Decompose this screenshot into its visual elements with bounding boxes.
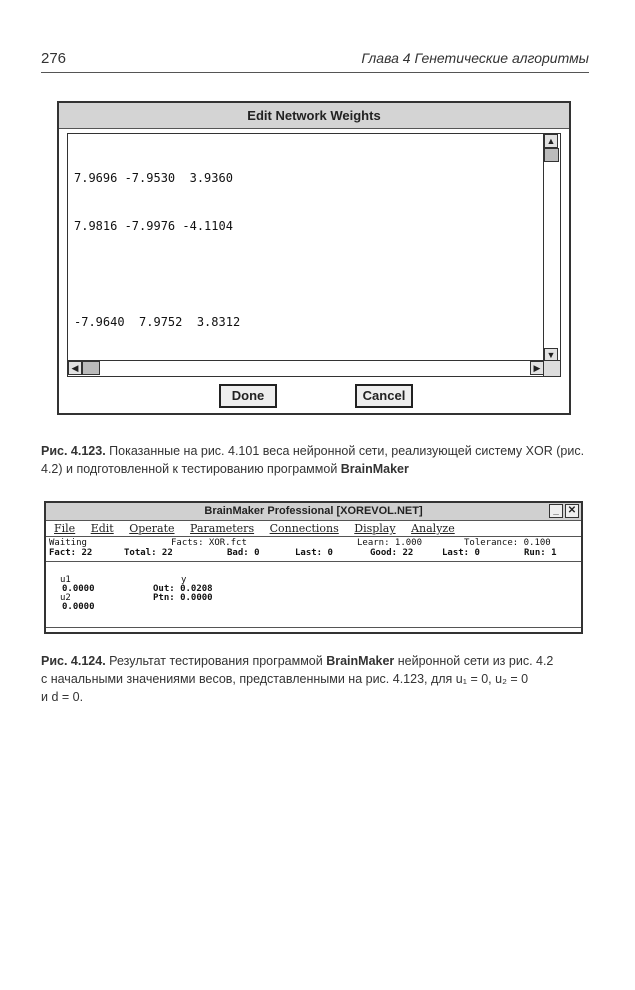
scroll-right-icon[interactable]: ▶ xyxy=(530,361,544,375)
window-title: BrainMaker Professional [XOREVOL.NET] xyxy=(204,505,423,517)
page-header xyxy=(41,50,589,72)
status-facts-file: Facts: XOR.fct xyxy=(171,538,247,548)
menu-file[interactable]: File xyxy=(54,522,76,535)
caption-app-name: BrainMaker xyxy=(340,462,409,476)
minimize-icon[interactable]: _ xyxy=(549,504,563,518)
brainmaker-window xyxy=(44,501,583,634)
weights-line: 7.9696 -7.9530 3.9360 xyxy=(74,171,233,185)
dialog-title: Edit Network Weights xyxy=(59,103,569,129)
caption-label: Рис. 4.123. xyxy=(41,444,106,458)
menu-display[interactable]: Display xyxy=(354,522,396,535)
output-out: Out: 0.0208 xyxy=(153,584,213,594)
menu-bar xyxy=(46,521,581,537)
input-u2-value: 0.0000 xyxy=(62,602,95,612)
weights-line: -7.9640 7.9752 3.8312 xyxy=(74,315,241,329)
status-bad: Bad: 0 xyxy=(227,548,260,558)
menu-parameters[interactable]: Parameters xyxy=(190,522,255,535)
status-learn: Learn: 1.000 xyxy=(357,538,423,548)
scroll-up-icon[interactable]: ▲ xyxy=(544,134,558,148)
edit-network-weights-dialog xyxy=(57,101,571,415)
status-divider xyxy=(46,561,581,562)
header-rule xyxy=(41,72,589,73)
vertical-scroll-thumb[interactable] xyxy=(544,148,559,162)
figure-caption-4-123 xyxy=(41,442,589,478)
caption-text: Результат тестирования программой xyxy=(105,654,327,668)
menu-operate[interactable]: Operate xyxy=(129,522,175,535)
status-area xyxy=(46,537,581,611)
caption-app-name: BrainMaker xyxy=(326,654,395,668)
weights-line: 7.9816 -7.9976 -4.1104 xyxy=(74,219,233,233)
weights-line xyxy=(74,266,240,282)
input-u1-label: u1 xyxy=(60,575,71,585)
weights-textarea[interactable] xyxy=(67,133,561,377)
done-button[interactable]: Done xyxy=(219,384,277,408)
page-number: 276 xyxy=(41,50,67,67)
status-tolerance: Tolerance: 0.100 xyxy=(464,538,551,548)
figure-caption-4-124 xyxy=(41,652,589,706)
window-bottom-rule xyxy=(46,627,581,628)
cancel-button[interactable]: Cancel xyxy=(355,384,413,408)
input-u2-label: u2 xyxy=(60,593,71,603)
caption-line: и d = 0. xyxy=(41,690,84,704)
horizontal-scrollbar[interactable] xyxy=(68,360,544,376)
menu-analyze[interactable]: Analyze xyxy=(411,522,455,535)
caption-label: Рис. 4.124. xyxy=(41,654,106,668)
status-good: Good: 22 xyxy=(370,548,414,558)
scroll-left-icon[interactable]: ◀ xyxy=(68,361,82,375)
status-total: Total: 22 xyxy=(124,548,173,558)
menu-connections[interactable]: Connections xyxy=(269,522,339,535)
caption-text: Показанные на рис. 4.101 веса нейронной сети, реализующей систему XOR (рис. 4.2) и подготовленной к тестированию программой xyxy=(41,444,585,476)
status-mode: Waiting xyxy=(49,538,87,548)
close-icon[interactable]: ✕ xyxy=(565,504,579,518)
vertical-scrollbar[interactable] xyxy=(543,134,560,362)
window-titlebar xyxy=(46,503,581,521)
menu-edit[interactable]: Edit xyxy=(90,522,114,535)
scroll-down-icon[interactable]: ▼ xyxy=(544,348,558,362)
status-last-good: Last: 0 xyxy=(442,548,480,558)
caption-line xyxy=(41,652,589,670)
chapter-title: Глава 4 Генетические алгоритмы xyxy=(361,50,589,66)
input-u1-value: 0.0000 xyxy=(62,584,95,594)
output-ptn: Ptn: 0.0000 xyxy=(153,593,213,603)
output-y-label: y xyxy=(181,575,187,585)
horizontal-scroll-thumb[interactable] xyxy=(82,361,100,375)
status-last: Last: 0 xyxy=(295,548,333,558)
weights-text xyxy=(74,138,240,362)
caption-text: нейронной сети из рис. 4.2 xyxy=(394,654,554,668)
caption-line: с начальными значениями весов, представленными на рис. 4.123, для u₁ = 0, u₂ = 0 xyxy=(41,672,529,686)
status-fact: Fact: 22 xyxy=(49,548,93,558)
status-run: Run: 1 xyxy=(524,548,557,558)
scroll-corner xyxy=(543,360,560,376)
